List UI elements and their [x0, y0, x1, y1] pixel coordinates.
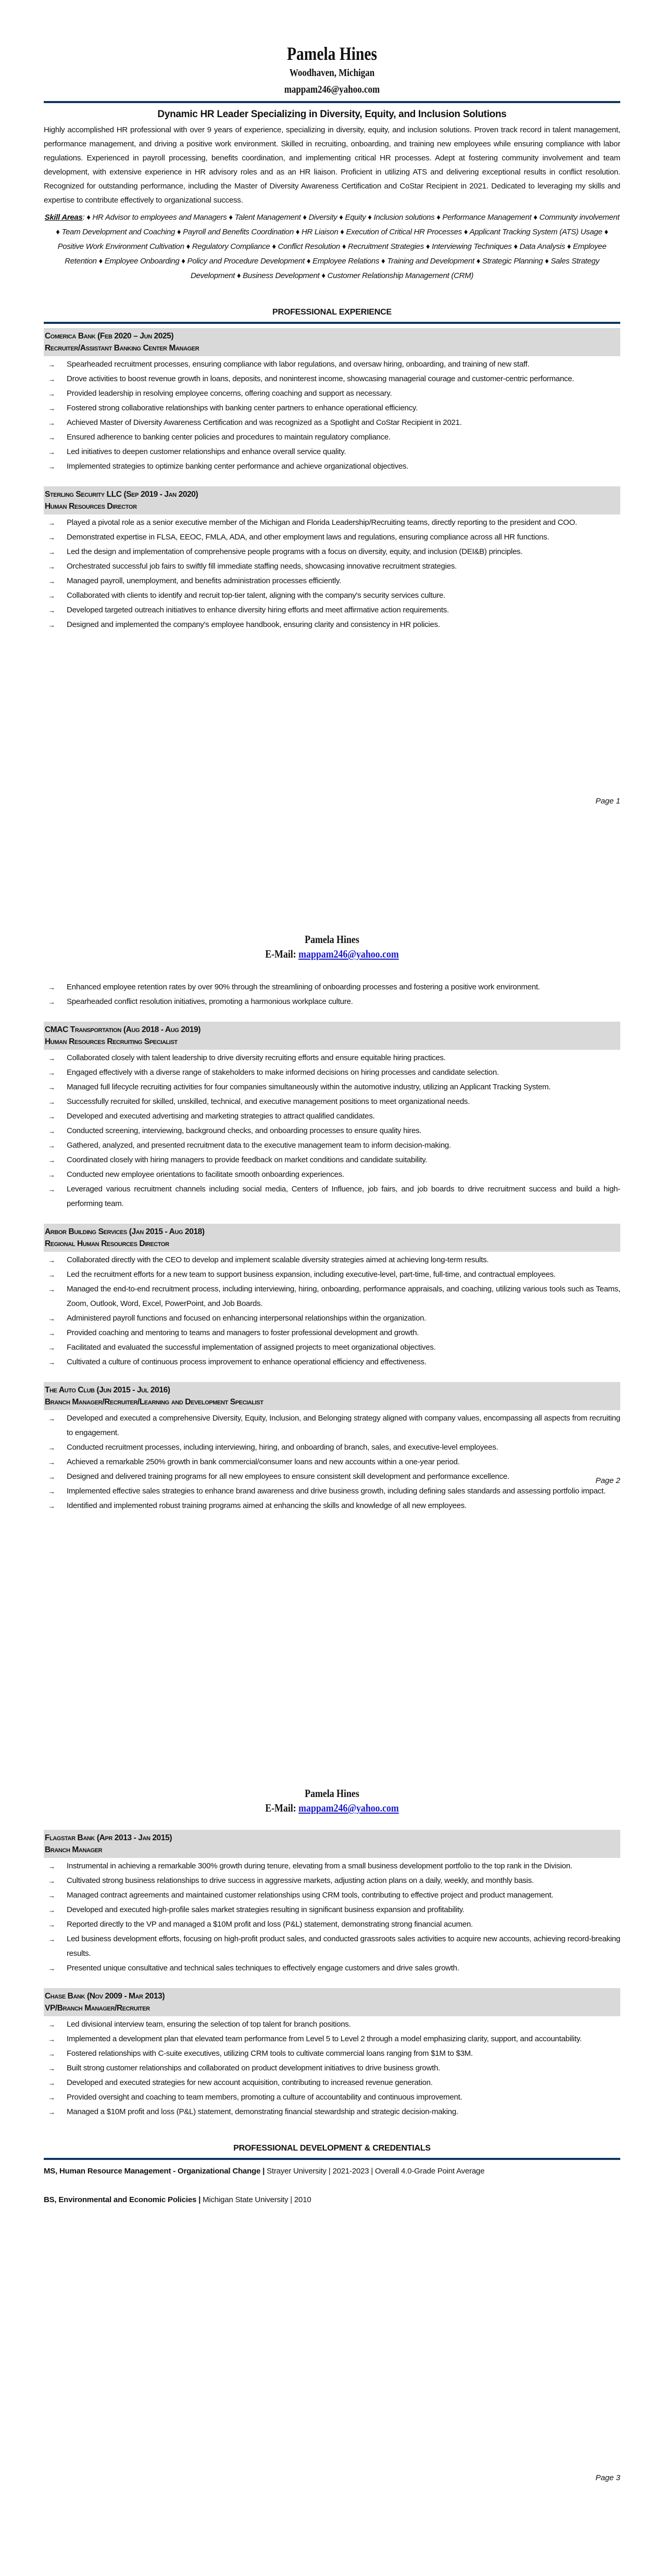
bullet-item	[44, 2017, 620, 2032]
bullet-item	[44, 445, 620, 459]
arrow-bullet-icon: →	[48, 1487, 55, 1496]
bullet-text: Presented unique consultative and technical sales techniques to effectively engage customers and drive sales growth.	[67, 1964, 459, 1972]
bullet-text: Facilitated and evaluated the successful implementation of assigned projects to meet organizational objectives.	[67, 1343, 436, 1352]
bullet-text: Reported directly to the VP and managed a $10M profit and loss (P&L) statement, demonstrating strong financial acumen.	[67, 1920, 473, 1929]
bullet-text: Built strong customer relationships and collaborated on product development initiatives to drive business growth.	[67, 2064, 441, 2072]
arrow-bullet-icon: →	[48, 519, 55, 527]
arrow-bullet-icon: →	[48, 1877, 55, 1885]
skill-item: Payroll and Benefits Coordination	[183, 228, 296, 236]
job-company: CMAC Transportation (Aug 2018 - Aug 2019)	[45, 1025, 201, 1034]
skill-areas-list	[56, 213, 619, 280]
skill-item: Community involvement	[539, 213, 620, 222]
bullet-text: Identified and implemented robust training programs aimed at enhancing the skills and knowledge of all new employees.	[67, 1501, 467, 1510]
skill-item: Employee Relations	[312, 257, 382, 266]
diamond-separator-icon: ♦	[545, 257, 551, 266]
bullet-item	[44, 1253, 620, 1267]
bullet-item	[44, 1917, 620, 1932]
diamond-separator-icon: ♦	[368, 213, 374, 222]
arrow-bullet-icon: →	[48, 1329, 55, 1337]
bullet-item	[44, 386, 620, 401]
arrow-bullet-icon: →	[48, 998, 55, 1006]
diamond-separator-icon: ♦	[436, 213, 443, 222]
bullet-item	[44, 603, 620, 618]
bullet-text: Implemented effective sales strategies to enhance brand awareness and drive business growth, including defining sales standards and assessing portfolio impact.	[67, 1487, 606, 1496]
skill-item: Positive Work Environment Cultivation	[57, 242, 186, 251]
skill-item: Sales Strategy Development	[190, 257, 599, 280]
job-title: Branch Manager/Recruiter/Learning and Development Specialist	[45, 1398, 264, 1406]
job-bullets	[44, 357, 620, 474]
job-company: Comerica Bank (Feb 2020 – Jun 2025)	[45, 332, 174, 341]
bullet-item	[44, 1903, 620, 1917]
diamond-separator-icon: ♦	[340, 228, 346, 236]
job-header	[44, 1382, 620, 1410]
job-bullets	[44, 1411, 620, 1513]
bullet-item	[44, 1859, 620, 1874]
diamond-separator-icon: ♦	[98, 257, 105, 266]
bullet-text: Led divisional interview team, ensuring the selection of top talent for branch positions.	[67, 2020, 351, 2029]
job-entry	[44, 486, 620, 632]
job-company: Flagstar Bank (Apr 2013 - Jan 2015)	[45, 1833, 172, 1842]
arrow-bullet-icon: →	[48, 1935, 55, 1943]
skill-item: HR Liaison	[302, 228, 341, 236]
arrow-bullet-icon: →	[48, 1414, 55, 1423]
bullet-text: Fostered relationships with C-suite executives, utilizing CRM tools to cultivate commercial loans ranging from $1M to $3M.	[67, 2049, 473, 2058]
job-company: Arbor Building Services (Jan 2015 - Aug 2018)	[45, 1227, 205, 1236]
bullet-text: Developed targeted outreach initiatives to enhance diversity hiring efforts and meet affirmative action requirements.	[67, 606, 449, 614]
bullet-text: Cultivated strong business relationships to drive success in aggressive markets, adjusting action plans on a daily, weekly, and monthly basis.	[67, 1876, 534, 1885]
bullet-text: Designed and implemented the company's employee handbook, ensuring clarity and consistency in HR policies.	[67, 620, 440, 629]
arrow-bullet-icon: →	[48, 462, 55, 471]
job-entry	[44, 1988, 620, 2119]
job-header	[44, 1988, 620, 2016]
job-entry	[44, 1224, 620, 1369]
skill-item: Performance Management	[442, 213, 534, 222]
bullet-text: Cultivated a culture of continuous process improvement to enhance operational efficiency and effectiveness.	[67, 1358, 427, 1366]
bullet-text: Administered payroll functions and focused on enhancing interpersonal relationships within the organization.	[67, 1314, 427, 1323]
skill-item: Regulatory Compliance	[192, 242, 272, 251]
email-link[interactable]: mappam246@yahoo.com	[298, 948, 399, 960]
skill-item: Recruitment Strategies	[348, 242, 426, 251]
header-divider	[44, 101, 620, 103]
experience-divider	[44, 322, 620, 324]
skill-item: Equity	[345, 213, 368, 222]
bullet-item	[44, 2105, 620, 2119]
skill-item: Data Analysis	[519, 242, 567, 251]
page-number: Page 3	[595, 2473, 620, 2482]
page-number: Page 1	[595, 797, 620, 806]
bullet-item	[44, 2090, 620, 2105]
diamond-separator-icon: ♦	[342, 242, 348, 251]
job-title: Regional Human Resources Director	[45, 1239, 169, 1248]
bullet-item	[44, 1051, 620, 1065]
diamond-separator-icon: ♦	[604, 228, 608, 236]
bullet-text: Managed payroll, unemployment, and benefits administration processes efficiently.	[67, 576, 341, 585]
job-header	[44, 1224, 620, 1252]
bullet-item	[44, 1065, 620, 1080]
job-company: Sterling Security LLC (Sep 2019 - Jan 2020)	[45, 490, 198, 499]
arrow-bullet-icon: →	[48, 1054, 55, 1062]
bullet-text: Engaged effectively with a diverse range of stakeholders to make informed decisions on hiring processes and candidate selection.	[67, 1068, 499, 1077]
arrow-bullet-icon: →	[48, 1098, 55, 1106]
arrow-bullet-icon: →	[48, 1964, 55, 1972]
section-title-experience: PROFESSIONAL EXPERIENCE	[272, 308, 392, 317]
arrow-bullet-icon: →	[48, 1141, 55, 1150]
arrow-bullet-icon: →	[48, 1920, 55, 1929]
diamond-separator-icon: ♦	[56, 228, 62, 236]
diamond-separator-icon: ♦	[229, 213, 235, 222]
education-entry	[44, 2164, 620, 2178]
bullet-item	[44, 1355, 620, 1369]
bullet-text: Collaborated closely with talent leadership to drive diversity recruiting efforts and ensure equitable hiring practices.	[67, 1053, 446, 1062]
bullet-item	[44, 545, 620, 559]
job-title: VP/Branch Manager/Recruiter	[45, 2004, 150, 2013]
summary-paragraph: Highly accomplished HR professional with over 9 years of experience, specializing in diversity, equity, and inclusion solutions. Proven track record in talent management, performance management, and driving a positive work environment. Skilled in recruiting, onboarding, and training new employees while ensuring compliance with labor regulations. Experienced in payroll processing, benefits coordination, and implementing critical HR processes. Adept at fostering community involvement and team development, with extensive experience in HR advisory roles and as an HR liaison. Proficient in utilizing ATS and delivering exceptional results in conflict resolution. Recognized for outstanding performance, including the Master of Diversity Awareness Certification and CoStar Recipient in 2021. Dedicated to leveraging my skills and expertise to contribute effectively to organizational success.	[44, 125, 620, 205]
diamond-separator-icon: ♦	[272, 242, 278, 251]
arrow-bullet-icon: →	[48, 1314, 55, 1323]
bullet-text: Developed and executed strategies for new account acquisition, contributing to increased revenue generation.	[67, 2078, 433, 2087]
arrow-bullet-icon: →	[48, 419, 55, 427]
diamond-separator-icon: ♦	[181, 257, 187, 266]
bullet-text: Developed and executed high-profile sales market strategies resulting in significant business expansion and profitability.	[67, 1905, 465, 1914]
skill-item: Training and Development	[387, 257, 477, 266]
job-entry	[44, 328, 620, 474]
bullet-text: Managed the end-to-end recruitment process, including interviewing, hiring, onboarding, performance appraisals, and coaching, utilizing various tools such as Teams, Zoom, Outlook, Word, Excel, PowerPoint, and Job Boards.	[67, 1285, 620, 1308]
bullet-text: Successfully recruited for skilled, unskilled, technical, and executive management positions to meet organizational needs.	[67, 1097, 470, 1106]
email-link[interactable]: mappam246@yahoo.com	[298, 1802, 399, 1814]
skill-item: Strategic Planning	[482, 257, 545, 266]
diamond-separator-icon: ♦	[321, 271, 328, 280]
arrow-bullet-icon: →	[48, 592, 55, 600]
arrow-bullet-icon: →	[48, 1502, 55, 1510]
bullet-text: Fostered strong collaborative relationships with banking center partners to enhance operational efficiency.	[67, 404, 418, 412]
bullet-text: Conducted new employee orientations to facilitate smooth onboarding experiences.	[67, 1170, 344, 1179]
candidate-name: Pamela Hines	[305, 1787, 359, 1800]
page-number: Page 2	[595, 1476, 620, 1485]
diamond-separator-icon: ♦	[236, 271, 243, 280]
bullet-text: Managed a $10M profit and loss (P&L) statement, demonstrating financial stewardship and strategic decision-making.	[67, 2107, 458, 2116]
bullet-text: Provided oversight and coaching to team members, promoting a culture of accountability and continuous improvement.	[67, 2093, 462, 2102]
arrow-bullet-icon: →	[48, 1127, 55, 1135]
bullet-item	[44, 574, 620, 588]
job-bullets	[44, 1051, 620, 1211]
job-entry	[44, 1022, 620, 1211]
bullet-text: Gathered, analyzed, and presented recruitment data to the executive management team to inform decision-making.	[67, 1141, 451, 1150]
arrow-bullet-icon: →	[48, 1891, 55, 1900]
skill-item: Customer Relationship Management (CRM)	[327, 271, 474, 280]
bullet-item	[44, 372, 620, 386]
education-degree: MS, Human Resource Management - Organizational Change |	[44, 2167, 265, 2176]
bullet-item	[44, 2032, 620, 2046]
bullet-item	[44, 2046, 620, 2061]
education-details: Michigan State University | 2010	[201, 2195, 311, 2204]
skill-item: Business Development	[243, 271, 322, 280]
education-degree: BS, Environmental and Economic Policies |	[44, 2195, 201, 2204]
skill-item: Employee Retention	[65, 242, 607, 266]
bullet-item	[44, 357, 620, 372]
job-entry	[44, 1830, 620, 1976]
job-title: Recruiter/Assistant Banking Center Manager	[45, 344, 199, 353]
bullet-item	[44, 1080, 620, 1095]
arrow-bullet-icon: →	[48, 1083, 55, 1091]
bullet-item	[44, 1311, 620, 1326]
arrow-bullet-icon: →	[48, 2093, 55, 2102]
bullet-text: Orchestrated successful job fairs to swiftly fill immediate staffing needs, showcasing innovative recruitment strategies.	[67, 562, 457, 571]
bullet-item	[44, 1499, 620, 1513]
diamond-separator-icon: ♦	[306, 257, 313, 266]
bullet-item	[44, 401, 620, 416]
skill-item: Inclusion solutions	[373, 213, 437, 222]
job-title: Human Resources Recruiting Specialist	[45, 1037, 178, 1046]
arrow-bullet-icon: →	[48, 2108, 55, 2116]
arrow-bullet-icon: →	[48, 562, 55, 571]
job-bullets	[44, 516, 620, 632]
bullet-item	[44, 1469, 620, 1484]
bullet-item	[44, 1167, 620, 1182]
job-header	[44, 328, 620, 356]
arrow-bullet-icon: →	[48, 1443, 55, 1452]
arrow-bullet-icon: →	[48, 577, 55, 585]
arrow-bullet-icon: →	[48, 1862, 55, 1870]
candidate-location: Woodhaven, Michigan	[289, 67, 375, 79]
diamond-separator-icon: ♦	[513, 242, 520, 251]
bullet-text: Spearheaded recruitment processes, ensuring compliance with labor regulations, and oversaw hiring, onboarding, and training of new staff.	[67, 360, 530, 369]
arrow-bullet-icon: →	[48, 404, 55, 412]
skill-areas-colon: :	[82, 213, 85, 222]
skill-areas-label: Skill Areas	[44, 213, 83, 222]
skill-item: Conflict Resolution	[278, 242, 342, 251]
email-label: E-Mail:	[265, 948, 296, 960]
arrow-bullet-icon: →	[48, 1906, 55, 1914]
bullet-item	[44, 1267, 620, 1282]
bullet-text: Instrumental in achieving a remarkable 300% growth during tenure, elevating from a small business development portfolio to the top rank in the Division.	[67, 1862, 572, 1870]
bullet-text: Implemented a development plan that elevated team performance from Level 5 to Level 2 through a model emphasizing clarity, support, and accountability.	[67, 2034, 582, 2043]
bullet-text: Coordinated closely with hiring managers to provide feedback on market conditions and candidate suitability.	[67, 1155, 428, 1164]
arrow-bullet-icon: →	[48, 389, 55, 398]
job-bullets-continued	[44, 980, 620, 1009]
arrow-bullet-icon: →	[48, 433, 55, 442]
job-title: Human Resources Director	[45, 502, 137, 511]
bullet-item	[44, 995, 620, 1009]
email-line	[87, 947, 577, 961]
bullet-item	[44, 1440, 620, 1455]
bullet-text: Led the design and implementation of comprehensive people programs with a focus on diversity, equity, and inclusion (DEI&B) principles.	[67, 547, 523, 556]
diamond-separator-icon: ♦	[425, 242, 432, 251]
job-bullets	[44, 2017, 620, 2119]
arrow-bullet-icon: →	[48, 548, 55, 556]
bullet-item	[44, 1138, 620, 1153]
arrow-bullet-icon: →	[48, 1458, 55, 1466]
diamond-separator-icon: ♦	[295, 228, 302, 236]
candidate-email: mappam246@yahoo.com	[284, 84, 380, 95]
bullet-item	[44, 1124, 620, 1138]
diamond-separator-icon: ♦	[476, 257, 482, 266]
arrow-bullet-icon: →	[48, 2020, 55, 2029]
bullet-text: Achieved Master of Diversity Awareness Certification and was recognized as a Spotlight and CoStar Recipient in 2021.	[67, 418, 462, 427]
bullet-item	[44, 1095, 620, 1109]
arrow-bullet-icon: →	[48, 1069, 55, 1077]
diamond-separator-icon: ♦	[533, 213, 540, 222]
bullet-text: Conducted screening, interviewing, background checks, and onboarding processes to ensure quality hires.	[67, 1126, 422, 1135]
skill-item: Diversity	[308, 213, 340, 222]
bullet-item	[44, 588, 620, 603]
bullet-item	[44, 1326, 620, 1340]
bullet-text: Played a pivotal role as a senior executive member of the Michigan and Florida Leadership/Recruiting teams, directly reporting to the president and COO.	[67, 518, 578, 527]
skill-item: Talent Management	[234, 213, 303, 222]
bullet-text: Led initiatives to deepen customer relationships and enhance overall service quality.	[67, 447, 346, 456]
bullet-text: Managed contract agreements and maintained customer relationships using CRM tools, contributing to effective project and product management.	[67, 1891, 554, 1900]
arrow-bullet-icon: →	[48, 1256, 55, 1264]
bullet-text: Ensured adherence to banking center policies and procedures to maintain regulatory compliance.	[67, 433, 391, 442]
arrow-bullet-icon: →	[48, 1156, 55, 1164]
bullet-item	[44, 980, 620, 995]
education-divider	[44, 2158, 620, 2160]
job-title: Branch Manager	[45, 1845, 103, 1854]
bullet-text: Drove activities to boost revenue growth in loans, deposits, and noninterest income, showcasing managerial courage and customer-centric performance.	[67, 374, 574, 383]
diamond-separator-icon: ♦	[339, 213, 345, 222]
bullet-item	[44, 1109, 620, 1124]
diamond-separator-icon: ♦	[86, 213, 93, 222]
job-bullets	[44, 1253, 620, 1369]
bullet-item	[44, 1340, 620, 1355]
arrow-bullet-icon: →	[48, 2079, 55, 2087]
bullet-text: Developed and executed advertising and marketing strategies to attract qualified candidates.	[67, 1112, 375, 1121]
email-line	[87, 1801, 577, 1815]
headline: Dynamic HR Leader Specializing in Diversity, Equity, and Inclusion Solutions	[157, 109, 507, 120]
section-title-education: PROFESSIONAL DEVELOPMENT & CREDENTIALS	[233, 2144, 431, 2153]
arrow-bullet-icon: →	[48, 533, 55, 542]
bullet-text: Collaborated directly with the CEO to develop and implement scalable diversity strategies aimed at achieving long-term results.	[67, 1255, 489, 1264]
skill-areas	[44, 210, 620, 283]
arrow-bullet-icon: →	[48, 1271, 55, 1279]
bullet-item	[44, 2061, 620, 2076]
skill-item: Team Development and Coaching	[61, 228, 177, 236]
arrow-bullet-icon: →	[48, 360, 55, 369]
job-company: The Auto Club (Jun 2015 - Jul 2016)	[45, 1386, 170, 1394]
candidate-name: Pamela Hines	[305, 933, 359, 946]
arrow-bullet-icon: →	[48, 606, 55, 614]
arrow-bullet-icon: →	[48, 1343, 55, 1352]
arrow-bullet-icon: →	[48, 1171, 55, 1179]
bullet-item	[44, 1282, 620, 1311]
job-header	[44, 1830, 620, 1858]
bullet-text: Spearheaded conflict resolution initiatives, promoting a harmonious workplace culture.	[67, 997, 353, 1006]
bullet-item	[44, 530, 620, 545]
diamond-separator-icon: ♦	[567, 242, 573, 251]
arrow-bullet-icon: →	[48, 448, 55, 456]
resume-page-2	[0, 859, 664, 1718]
education-details: Strayer University | 2021-2023 | Overall 4.0-Grade Point Average	[265, 2167, 485, 2176]
bullet-item	[44, 416, 620, 430]
resume-page-3	[0, 1718, 664, 2576]
bullet-text: Implemented strategies to optimize banking center performance and achieve organizational objectives.	[67, 462, 409, 471]
bullet-item	[44, 1455, 620, 1469]
arrow-bullet-icon: →	[48, 1285, 55, 1293]
job-header	[44, 1022, 620, 1050]
education-entry	[44, 2193, 620, 2207]
bullet-text: Developed and executed a comprehensive Diversity, Equity, Inclusion, and Belonging strategy aligned with company values, encompassing all aspects from recruiting to engagement.	[67, 1414, 620, 1437]
diamond-separator-icon: ♦	[177, 228, 183, 236]
job-company: Chase Bank (Nov 2009 - Mar 2013)	[45, 1992, 165, 2001]
bullet-item	[44, 1153, 620, 1167]
bullet-item	[44, 1932, 620, 1961]
bullet-text: Collaborated with clients to identify and recruit top-tier talent, aligning with the company's security services culture.	[67, 591, 446, 600]
job-bullets	[44, 1859, 620, 1976]
bullet-item	[44, 1888, 620, 1903]
email-label: E-Mail:	[265, 1802, 296, 1814]
arrow-bullet-icon: →	[48, 1358, 55, 1366]
diamond-separator-icon: ♦	[381, 257, 387, 266]
skill-item: Policy and Procedure Development	[187, 257, 307, 266]
bullet-text: Leveraged various recruitment channels including social media, Centers of Influence, job fairs, and job boards to drive recruitment success and build a high-performing team.	[67, 1185, 620, 1208]
bullet-text: Provided leadership in resolving employee concerns, offering coaching and support as necessary.	[67, 389, 392, 398]
job-header	[44, 486, 620, 514]
skill-item: Execution of Critical HR Processes	[346, 228, 464, 236]
skill-item: Employee Onboarding	[104, 257, 182, 266]
job-entry	[44, 1382, 620, 1513]
skill-item: Interviewing Techniques	[432, 242, 514, 251]
bullet-text: Conducted recruitment processes, including interviewing, hiring, and onboarding of branch, sales, and executive-level employees.	[67, 1443, 498, 1452]
skill-item: HR Advisor to employees and Managers	[92, 213, 229, 222]
arrow-bullet-icon: →	[48, 983, 55, 991]
bullet-item	[44, 459, 620, 474]
arrow-bullet-icon: →	[48, 1185, 55, 1193]
bullet-item	[44, 1182, 620, 1211]
bullet-item	[44, 1961, 620, 1976]
bullet-text: Designed and delivered training programs for all new employees to ensure consistent skill development and performance excellence.	[67, 1472, 509, 1481]
bullet-text: Achieved a remarkable 250% growth in bank commercial/consumer loans and new accounts within a one-year period.	[67, 1457, 460, 1466]
arrow-bullet-icon: →	[48, 1473, 55, 1481]
bullet-text: Enhanced employee retention rates by over 90% through the streamlining of onboarding processes and fostering a positive work environment.	[67, 983, 540, 991]
arrow-bullet-icon: →	[48, 2064, 55, 2072]
bullet-item	[44, 1484, 620, 1499]
arrow-bullet-icon: →	[48, 2035, 55, 2043]
bullet-item	[44, 559, 620, 574]
resume-page-1	[0, 0, 664, 859]
candidate-name: Pamela Hines	[286, 43, 377, 64]
bullet-item	[44, 618, 620, 632]
arrow-bullet-icon: →	[48, 2050, 55, 2058]
bullet-text: Led business development efforts, focusing on high-profit product sales, and conducted grassroots sales activities to acquire new accounts, achieving record-breaking results.	[67, 1934, 620, 1958]
bullet-text: Managed full lifecycle recruiting activities for four companies simultaneously within the automotive industry, utilizing an Applicant Tracking System.	[67, 1083, 551, 1091]
bullet-text: Led the recruitment efforts for a new team to support business expansion, including executive-level, part-time, full-time, and contractual employees.	[67, 1270, 556, 1279]
bullet-item	[44, 516, 620, 530]
bullet-item	[44, 2076, 620, 2090]
diamond-separator-icon: ♦	[186, 242, 192, 251]
arrow-bullet-icon: →	[48, 1112, 55, 1121]
bullet-text: Provided coaching and mentoring to teams and managers to foster professional development and growth.	[67, 1328, 419, 1337]
bullet-item	[44, 1411, 620, 1440]
bullet-item	[44, 430, 620, 445]
skill-item: Applicant Tracking System (ATS) Usage	[469, 228, 605, 236]
bullet-text: Demonstrated expertise in FLSA, EEOC, FMLA, ADA, and other employment laws and regulations, ensuring compliance across all HR functions.	[67, 533, 549, 542]
bullet-item	[44, 1874, 620, 1888]
arrow-bullet-icon: →	[48, 621, 55, 629]
diamond-separator-icon: ♦	[303, 213, 309, 222]
arrow-bullet-icon: →	[48, 375, 55, 383]
diamond-separator-icon: ♦	[463, 228, 470, 236]
